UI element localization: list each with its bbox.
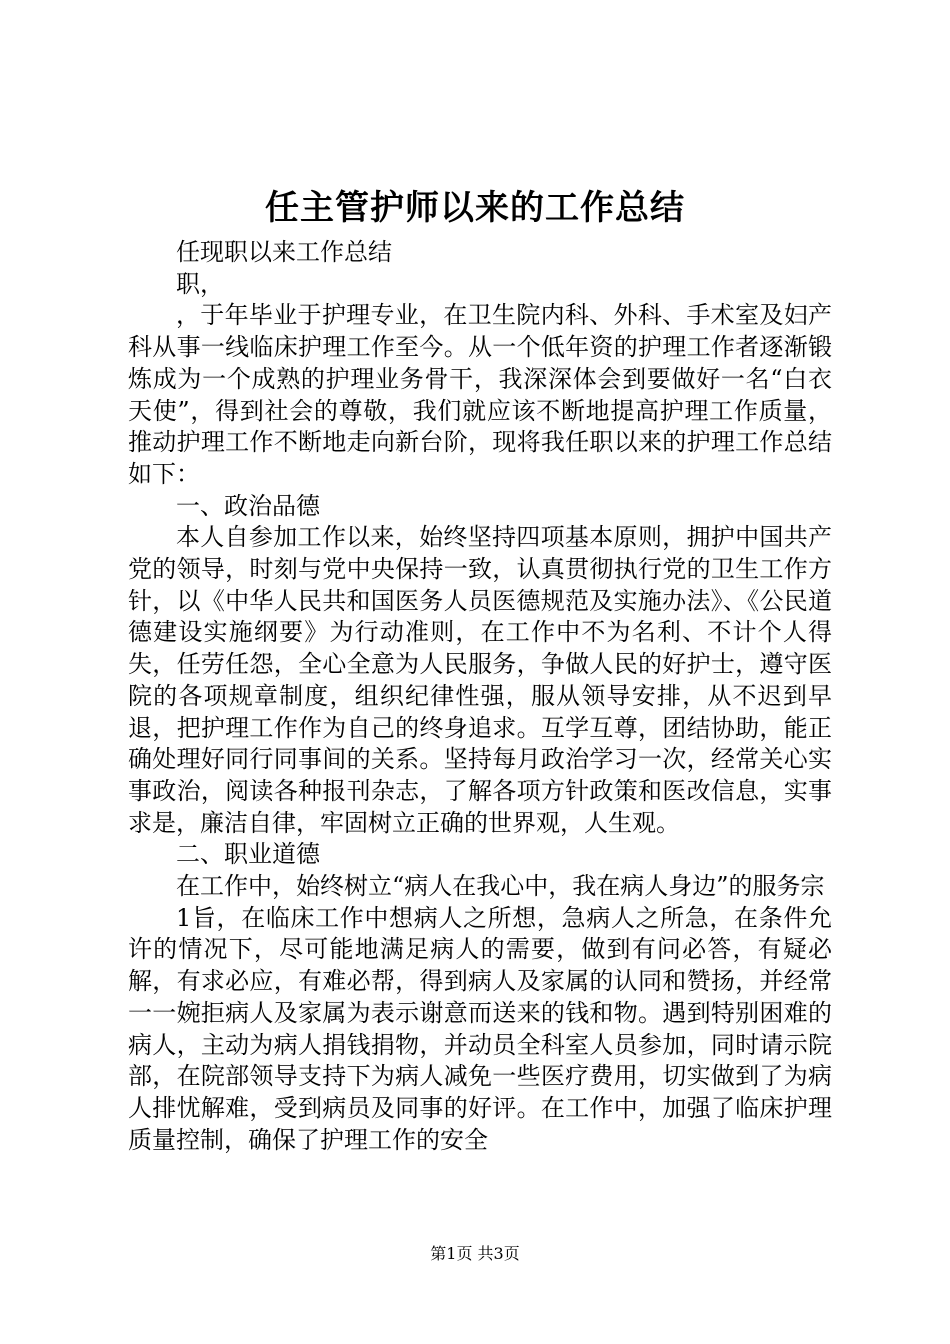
paragraph-professional-cont: 1旨，在临床工作中想病人之所想，急病人之所急，在条件允许的情况下，尽可能地满足病人的需要，做到有问必答，有疑必解，有求必应，有难必帮，得到病人及家属的认同和赞扬，并经常一一婉拒病人及家属为表示谢意而送来的钱和物。遇到特别困难的病人，主动为病人捐钱捐物，并动员全科室人员参加，同时请示院部，在院部领导支持下为病人减免一些医疗费用，切实做到了为病人排忧解难，受到病员及同事的好评。在工作中，加强了临床护理质量控制，确保了护理工作的安全 <box>128 903 832 1154</box>
document-title: 任主管护师以来的工作总结 <box>265 188 685 228</box>
paragraph-position: 职， <box>176 269 224 298</box>
section-heading-professional: 二、职业道德 <box>176 840 320 869</box>
section-heading-political: 一、政治品德 <box>176 491 320 520</box>
paragraph-professional-start: 在工作中，始终树立“病人在我心中，我在病人身边”的服务宗 <box>176 872 825 901</box>
document-body <box>128 237 832 1156</box>
paragraph-subtitle: 任现职以来工作总结 <box>176 238 392 266</box>
paragraph-political: 本人自参加工作以来，始终坚持四项基本原则，拥护中国共产党的领导，时刻与党中央保持一致，认真贯彻执行党的卫生工作方针，以《中华人民共和国医务人员医德规范及实施办法》、《公民道德建设实施纲要》为行动准则，在工作中不为名利、不计个人得失，任劳任怨，全心全意为人民服务，争做人民的好护士，遵守医院的各项规章制度，组织纪律性强，服从领导安排，从不迟到早退，把护理工作作为自己的终身追求。互学互尊，团结协助，能正确处理好同行同事间的关系。坚持每月政治学习一次，经常关心实事政治，阅读各种报刊杂志，了解各项方针政策和医改信息，实事求是，廉洁自律，牢固树立正确的世界观，人生观。 <box>128 523 832 837</box>
paragraph-intro: ，于年毕业于护理专业，在卫生院内科、外科、手术室及妇产科从事一线临床护理工作至今。从一个低年资的护理工作者逐渐锻炼成为一个成熟的护理业务骨干，我深深体会到要做好一名“白衣天使”，得到社会的尊敬，我们就应该不断地提高护理工作质量，推动护理工作不断地走向新台阶，现将我任职以来的护理工作总结如下： <box>128 301 832 488</box>
page-footer: 第1页 共3页 <box>430 1244 520 1263</box>
